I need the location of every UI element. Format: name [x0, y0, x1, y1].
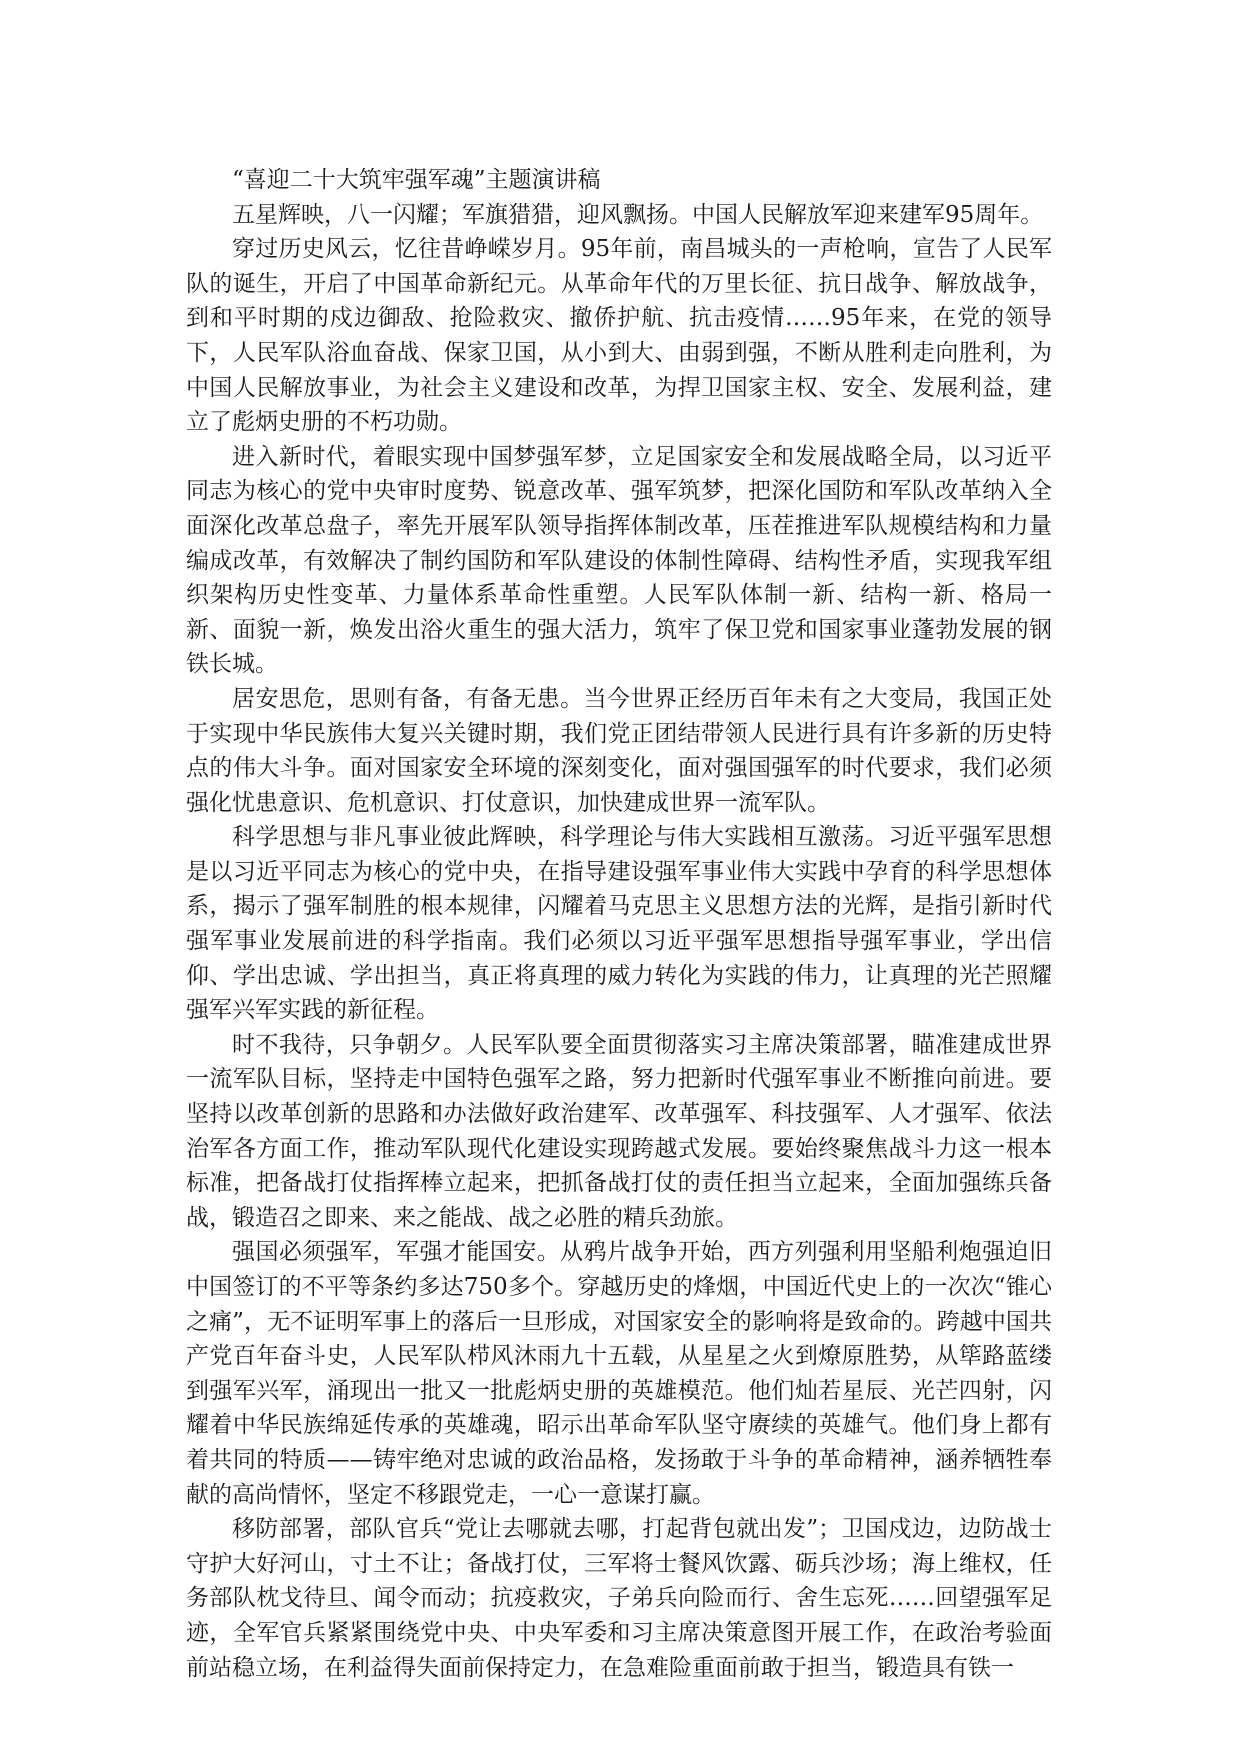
- paragraph-2: 穿过历史风云，忆往昔峥嵘岁月。95年前，南昌城头的一声枪响，宣告了人民军队的诞生，开启了中国革命新纪元。从革命年代的万里长征、抗日战争、解放战争，到和平时期的戍边御敌、抢险救灾、撤侨护航、抗击疫情……95年来，在党的领导下，人民军队浴血奋战、保家卫国，从小到大、由弱到强，不断从胜利走向胜利，为中国人民解放事业，为社会主义建设和改革，为捍卫国家主权、安全、发展利益，建立了彪炳史册的不朽功勋。: [186, 236, 1052, 436]
- paragraph-4: 居安思危，思则有备，有备无患。当今世界正经历百年未有之大变局，我国正处于实现中华民族伟大复兴关键时期，我们党正团结带领人民进行具有许多新的历史特点的伟大斗争。面对国家安全环境的深刻变化，面对强国强军的时代要求，我们必须强化忧患意识、危机意识、打仗意识，加快建成世界一流军队。: [186, 685, 1052, 816]
- paragraph-8: 移防部署，部队官兵“党让去哪就去哪，打起背包就出发”；卫国戍边，边防战士守护大好河山，寸土不让；备战打仗，三军将士餐风饮露、砺兵沙场；海上维权，任务部队枕戈待旦、闻令而动；抗疫救灾，子弟兵向险而行、舍生忘死……回望强军足迹，全军官兵紧紧围绕党中央、中央军委和习主席决策意图开展工作，在政治考验面前站稳立场，在利益得失面前保持定力，在急难险重面前敢于担当，锻造具有铁一: [186, 1516, 1052, 1681]
- document-title: “喜迎二十大筑牢强军魂”主题演讲稿: [232, 167, 601, 193]
- paragraph-7: 强国必须强军，军强才能国安。从鸦片战争开始，西方列强利用坚船利炮强迫旧中国签订的不平等条约多达750多个。穿越历史的烽烟，中国近代史上的一次次“锥心之痛”，无不证明军事上的落后一旦形成，对国家安全的影响将是致命的。跨越中国共产党百年奋斗史，人民军队栉风沐雨九十五载，从星星之火到燎原胜势，从筚路蓝缕到强军兴军，涌现出一批又一批彪炳史册的英雄模范。他们灿若星辰、光芒四射，闪耀着中华民族绵延传承的英雄魂，昭示出革命军队坚守赓续的英雄气。他们身上都有着共同的特质——铸牢绝对忠诚的政治品格，发扬敢于斗争的革命精神，涵养牺牲奉献的高尚情怀，坚定不移跟党走，一心一意谋打赢。: [186, 1239, 1052, 1508]
- paragraph-3: 进入新时代，着眼实现中国梦强军梦，立足国家安全和发展战略全局，以习近平同志为核心的党中央审时度势、锐意改革、强军筑梦，把深化国防和军队改革纳入全面深化改革总盘子，率先开展军队领导指挥体制改革，压茬推进军队规模结构和力量编成改革，有效解决了制约国防和军队建设的体制性障碍、结构性矛盾，实现我军组织架构历史性变革、力量体系革命性重塑。人民军队体制一新、结构一新、格局一新、面貌一新，焕发出浴火重生的强大活力，筑牢了保卫党和国家事业蓬勃发展的钢铁长城。: [186, 443, 1052, 678]
- document-body: [186, 163, 1052, 1685]
- paragraph-5: 科学思想与非凡事业彼此辉映，科学理论与伟大实践相互激荡。习近平强军思想是以习近平同志为核心的党中央，在指导建设强军事业伟大实践中孕育的科学思想体系，揭示了强军制胜的根本规律，闪耀着马克思主义思想方法的光辉，是指引新时代强军事业发展前进的科学指南。我们必须以习近平强军思想指导强军事业，学出信仰、学出忠诚、学出担当，真正将真理的威力转化为实践的伟力，让真理的光芒照耀强军兴军实践的新征程。: [186, 824, 1052, 1024]
- paragraph-6: 时不我待，只争朝夕。人民军队要全面贯彻落实习主席决策部署，瞄准建成世界一流军队目标，坚持走中国特色强军之路，努力把新时代强军事业不断推向前进。要坚持以改革创新的思路和办法做好政治建军、改革强军、科技强军、人才强军、依法治军各方面工作，推动军队现代化建设实现跨越式发展。要始终聚焦战斗力这一根本标准，把备战打仗指挥棒立起来，把抓备战打仗的责任担当立起来，全面加强练兵备战，锻造召之即来、来之能战、战之必胜的精兵劲旅。: [186, 1031, 1052, 1231]
- paragraph-1: 五星辉映，八一闪耀；军旗猎猎，迎风飘扬。中国人民解放军迎来建军95周年。: [232, 201, 1044, 228]
